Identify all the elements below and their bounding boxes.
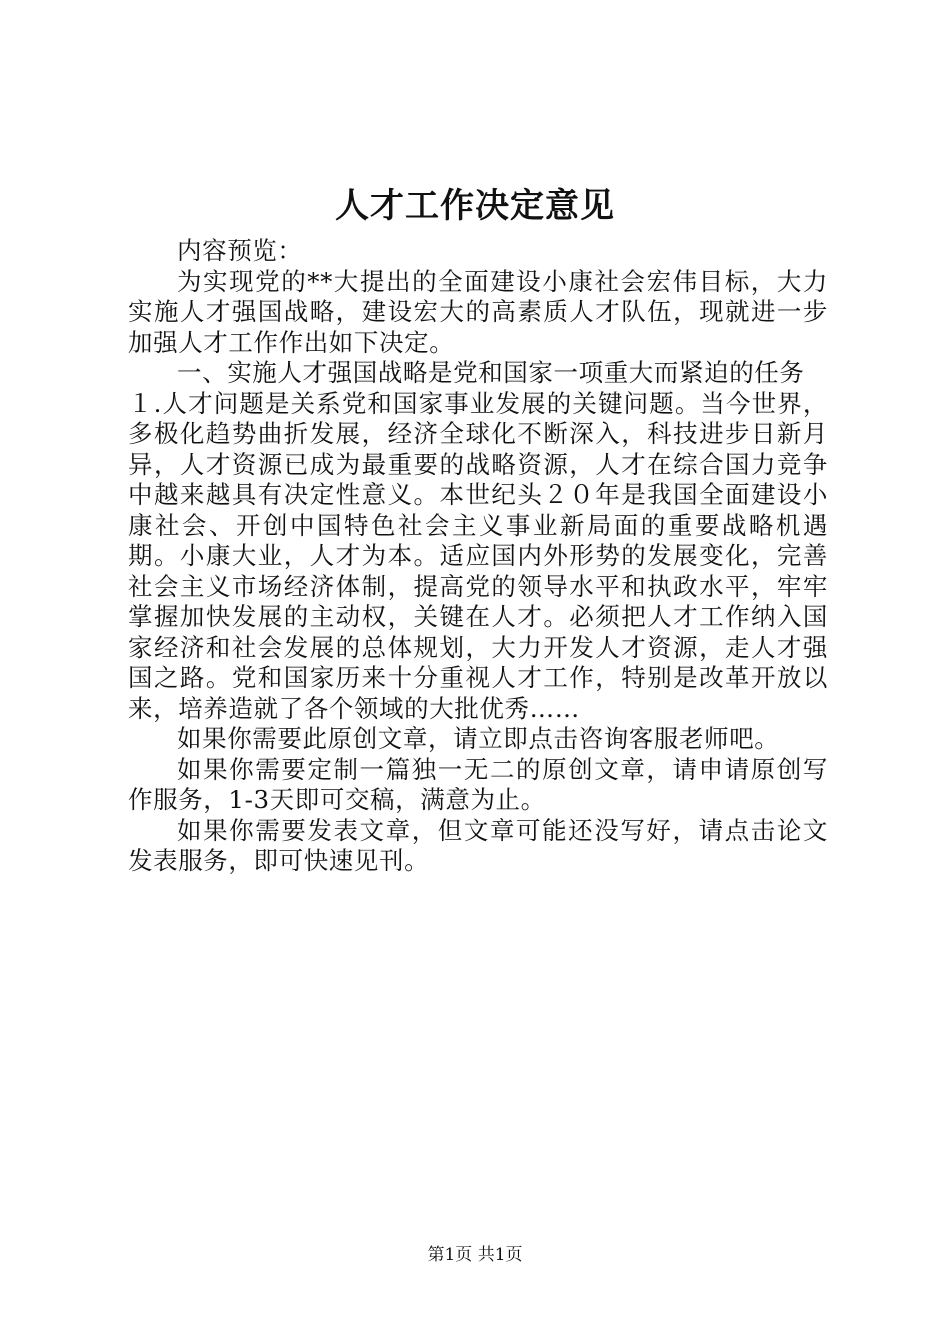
consult-link-paragraph[interactable]: 如果你需要此原创文章，请立即点击咨询客服老师吧。 (177, 724, 780, 753)
document-body (128, 236, 828, 877)
custom-writing-paragraph[interactable]: 如果你需要定制一篇独一无二的原创文章，请申请原创写作服务，1-3天即可交稿，满意为止。 (128, 754, 828, 814)
document-title: 人才工作决定意见 (335, 186, 615, 226)
publish-service-paragraph[interactable]: 如果你需要发表文章，但文章可能还没写好，请点击论文发表服务，即可快速见刊。 (128, 815, 828, 875)
section-heading: 一、实施人才强国战略是党和国家一项重大而紧迫的任务 (177, 358, 805, 387)
intro-paragraph: 为实现党的**大提出的全面建设小康社会宏伟目标，大力实施人才强国战略，建设宏大的高素质人才队伍，现就进一步加强人才工作作出如下决定。 (128, 266, 828, 357)
section-paragraph: １.人才问题是关系党和国家事业发展的关键问题。当今世界，多极化趋势曲折发展，经济全球化不断深入，科技进步日新月异，人才资源已成为最重要的战略资源，人才在综合国力竞争中越来越具有决定性意义。本世纪头２０年是我国全面建设小康社会、开创中国特色社会主义事业新局面的重要战略机遇期。小康大业，人才为本。适应国内外形势的发展变化，完善社会主义市场经济体制，提高党的领导水平和执政水平，牢牢掌握加快发展的主动权，关键在人才。必须把人才工作纳入国家经济和社会发展的总体规划，大力开发人才资源，走人才强国之路。党和国家历来十分重视人才工作，特别是改革开放以来，培养造就了各个领域的大批优秀…… (128, 388, 828, 723)
page-footer: 第1页 共1页 (427, 1245, 523, 1265)
preview-label: 内容预览： (177, 236, 303, 265)
